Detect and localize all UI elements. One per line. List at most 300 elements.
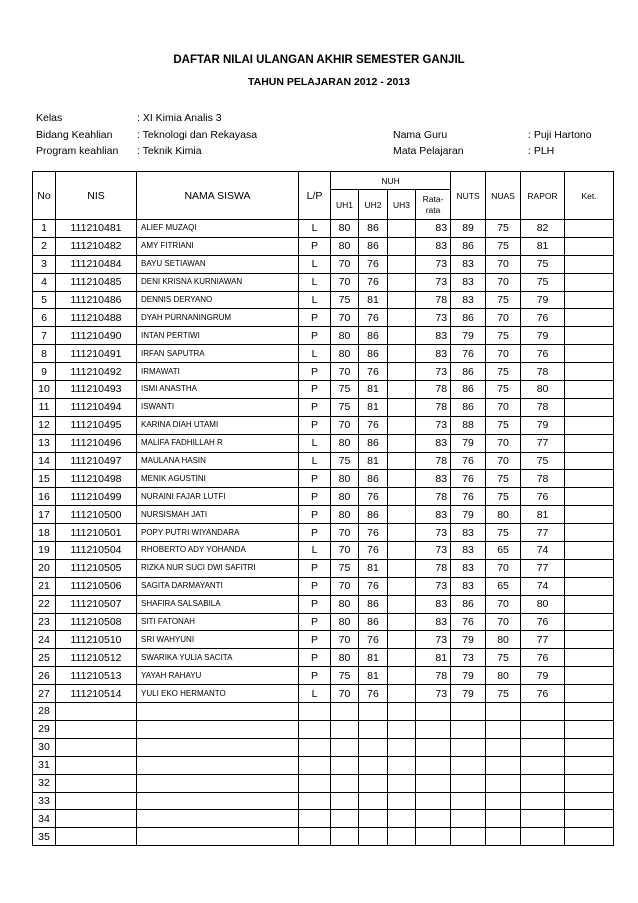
cell-nama: BAYU SETIAWAN <box>137 255 299 273</box>
cell-rapor <box>521 738 565 756</box>
cell-nama <box>137 703 299 721</box>
table-row <box>33 470 614 488</box>
cell-no: 35 <box>33 828 56 846</box>
program-value: : Teknik Kimia <box>137 145 202 157</box>
cell-uh3 <box>388 398 416 416</box>
cell-ket <box>565 649 614 667</box>
cell-lp: P <box>299 381 331 399</box>
cell-uh1: 75 <box>331 291 359 309</box>
guru-value: : Puji Hartono <box>528 129 592 141</box>
cell-rata: 83 <box>416 220 451 238</box>
cell-uh3 <box>388 542 416 560</box>
cell-no: 24 <box>33 631 56 649</box>
cell-rata: 83 <box>416 595 451 613</box>
cell-uh1: 80 <box>331 613 359 631</box>
cell-rata: 73 <box>416 273 451 291</box>
cell-rapor: 77 <box>521 434 565 452</box>
cell-rapor: 77 <box>521 559 565 577</box>
table-row <box>33 559 614 577</box>
cell-rapor: 77 <box>521 524 565 542</box>
cell-nuas: 75 <box>486 416 521 434</box>
cell-uh1: 70 <box>331 685 359 703</box>
cell-uh1: 70 <box>331 542 359 560</box>
cell-uh1: 75 <box>331 667 359 685</box>
cell-nuts <box>451 720 486 738</box>
cell-rata: 78 <box>416 488 451 506</box>
cell-no: 23 <box>33 613 56 631</box>
header-nuas: NUAS <box>486 172 521 220</box>
cell-nuas: 75 <box>486 524 521 542</box>
cell-no: 31 <box>33 756 56 774</box>
cell-nuas: 75 <box>486 488 521 506</box>
cell-nuas: 75 <box>486 470 521 488</box>
cell-nuts: 79 <box>451 327 486 345</box>
cell-rata: 83 <box>416 613 451 631</box>
cell-no: 18 <box>33 524 56 542</box>
cell-uh2: 81 <box>359 398 388 416</box>
cell-rata <box>416 703 451 721</box>
document-title: DAFTAR NILAI ULANGAN AKHIR SEMESTER GANJIL <box>173 54 465 66</box>
cell-nuas <box>486 720 521 738</box>
program-label: Program keahlian <box>36 145 119 157</box>
cell-no: 9 <box>33 363 56 381</box>
cell-rapor: 80 <box>521 381 565 399</box>
cell-no: 19 <box>33 542 56 560</box>
cell-nama: IRFAN SAPUTRA <box>137 345 299 363</box>
cell-nuts: 86 <box>451 595 486 613</box>
cell-uh3 <box>388 774 416 792</box>
cell-lp: L <box>299 345 331 363</box>
cell-lp <box>299 792 331 810</box>
cell-nis: 111210485 <box>56 273 137 291</box>
cell-nuas: 70 <box>486 255 521 273</box>
cell-nama: KARINA DIAH UTAMI <box>137 416 299 434</box>
cell-nis: 111210484 <box>56 255 137 273</box>
cell-uh1 <box>331 703 359 721</box>
cell-uh3 <box>388 470 416 488</box>
grades-table <box>32 171 614 846</box>
table-row <box>33 667 614 685</box>
cell-ket <box>565 685 614 703</box>
table-row <box>33 381 614 399</box>
cell-lp <box>299 720 331 738</box>
cell-nis: 111210514 <box>56 685 137 703</box>
cell-nis: 111210504 <box>56 542 137 560</box>
cell-nis: 111210498 <box>56 470 137 488</box>
cell-nis: 111210499 <box>56 488 137 506</box>
cell-ket <box>565 595 614 613</box>
cell-ket <box>565 381 614 399</box>
cell-nama: SWARIKA YULIA SACITA <box>137 649 299 667</box>
cell-uh2 <box>359 756 388 774</box>
cell-nis: 111210490 <box>56 327 137 345</box>
cell-uh3 <box>388 577 416 595</box>
cell-uh3 <box>388 416 416 434</box>
table-row <box>33 488 614 506</box>
cell-rata: 83 <box>416 327 451 345</box>
cell-nuts <box>451 774 486 792</box>
cell-nuas: 80 <box>486 506 521 524</box>
cell-lp <box>299 810 331 828</box>
cell-uh2: 81 <box>359 667 388 685</box>
cell-uh1: 80 <box>331 345 359 363</box>
cell-ket <box>565 452 614 470</box>
cell-nama: YULI EKO HERMANTO <box>137 685 299 703</box>
table-row <box>33 255 614 273</box>
cell-rapor <box>521 810 565 828</box>
cell-nama <box>137 774 299 792</box>
cell-lp: P <box>299 470 331 488</box>
cell-rata: 78 <box>416 559 451 577</box>
cell-no: 12 <box>33 416 56 434</box>
table-row <box>33 327 614 345</box>
header-nuh: NUH <box>331 172 451 190</box>
cell-nuas: 70 <box>486 398 521 416</box>
cell-nis: 111210500 <box>56 506 137 524</box>
cell-nama: DENI KRISNA KURNIAWAN <box>137 273 299 291</box>
cell-no: 22 <box>33 595 56 613</box>
cell-nama <box>137 756 299 774</box>
cell-no: 27 <box>33 685 56 703</box>
cell-uh3 <box>388 738 416 756</box>
cell-nama: SITI FATONAH <box>137 613 299 631</box>
cell-rata <box>416 720 451 738</box>
cell-rata: 73 <box>416 416 451 434</box>
cell-no: 13 <box>33 434 56 452</box>
cell-ket <box>565 542 614 560</box>
cell-nis: 111210482 <box>56 237 137 255</box>
cell-rapor <box>521 828 565 846</box>
cell-nuts: 83 <box>451 273 486 291</box>
cell-ket <box>565 398 614 416</box>
cell-nuas: 70 <box>486 309 521 327</box>
cell-nama: MALIFA FADHILLAH R <box>137 434 299 452</box>
table-row <box>33 309 614 327</box>
cell-nama <box>137 792 299 810</box>
header-uh3: UH3 <box>388 190 416 220</box>
cell-uh3 <box>388 309 416 327</box>
header-ket: Ket. <box>565 172 614 220</box>
cell-nama: SRI WAHYUNI <box>137 631 299 649</box>
cell-uh3 <box>388 363 416 381</box>
cell-uh3 <box>388 291 416 309</box>
cell-rata <box>416 738 451 756</box>
table-row <box>33 220 614 238</box>
table-row <box>33 273 614 291</box>
cell-nuts: 86 <box>451 309 486 327</box>
cell-nis: 111210501 <box>56 524 137 542</box>
cell-lp: P <box>299 398 331 416</box>
cell-nuts: 89 <box>451 220 486 238</box>
cell-uh3 <box>388 506 416 524</box>
header-nis: NIS <box>56 172 137 220</box>
cell-uh2: 81 <box>359 452 388 470</box>
bidang-label: Bidang Keahlian <box>36 129 113 141</box>
cell-rata: 73 <box>416 255 451 273</box>
table-row <box>33 506 614 524</box>
cell-nuas <box>486 738 521 756</box>
mapel-value: : PLH <box>528 145 555 157</box>
cell-rapor: 76 <box>521 613 565 631</box>
cell-nama: INTAN PERTIWI <box>137 327 299 345</box>
cell-uh1: 70 <box>331 524 359 542</box>
cell-nuas: 70 <box>486 613 521 631</box>
table-row <box>33 774 614 792</box>
table-row <box>33 434 614 452</box>
cell-lp: P <box>299 595 331 613</box>
header-uh1: UH1 <box>331 190 359 220</box>
cell-nama: RHOBERTO ADY YOHANDA <box>137 542 299 560</box>
cell-uh1 <box>331 828 359 846</box>
cell-uh1: 80 <box>331 506 359 524</box>
cell-lp: L <box>299 291 331 309</box>
cell-nis <box>56 703 137 721</box>
cell-ket <box>565 434 614 452</box>
cell-ket <box>565 345 614 363</box>
cell-uh2: 86 <box>359 595 388 613</box>
cell-rata <box>416 774 451 792</box>
cell-rata <box>416 810 451 828</box>
cell-nama: AMY FITRIANI <box>137 237 299 255</box>
cell-lp: P <box>299 667 331 685</box>
table-row <box>33 810 614 828</box>
cell-no: 14 <box>33 452 56 470</box>
cell-nuas: 75 <box>486 237 521 255</box>
cell-rapor: 79 <box>521 291 565 309</box>
cell-no: 5 <box>33 291 56 309</box>
cell-uh1: 80 <box>331 595 359 613</box>
cell-uh3 <box>388 613 416 631</box>
table-row <box>33 524 614 542</box>
cell-uh1: 80 <box>331 237 359 255</box>
table-row <box>33 738 614 756</box>
cell-uh1: 75 <box>331 452 359 470</box>
table-row <box>33 685 614 703</box>
cell-uh2: 76 <box>359 416 388 434</box>
cell-rapor: 76 <box>521 685 565 703</box>
cell-nis <box>56 720 137 738</box>
cell-nis <box>56 810 137 828</box>
table-row <box>33 363 614 381</box>
cell-uh3 <box>388 488 416 506</box>
cell-nis: 111210496 <box>56 434 137 452</box>
cell-uh2: 86 <box>359 220 388 238</box>
cell-rapor: 78 <box>521 398 565 416</box>
cell-nuas: 65 <box>486 577 521 595</box>
cell-rata: 81 <box>416 649 451 667</box>
cell-uh3 <box>388 631 416 649</box>
cell-uh1: 80 <box>331 434 359 452</box>
cell-uh2: 86 <box>359 506 388 524</box>
kelas-value: : XI Kimia Analis 3 <box>137 112 222 124</box>
cell-ket <box>565 309 614 327</box>
cell-nis: 111210512 <box>56 649 137 667</box>
cell-lp: P <box>299 309 331 327</box>
cell-nis: 111210505 <box>56 559 137 577</box>
cell-lp: L <box>299 220 331 238</box>
cell-uh3 <box>388 327 416 345</box>
table-row <box>33 452 614 470</box>
cell-lp: P <box>299 488 331 506</box>
cell-ket <box>565 416 614 434</box>
cell-uh3 <box>388 434 416 452</box>
cell-uh1 <box>331 738 359 756</box>
cell-ket <box>565 613 614 631</box>
cell-uh3 <box>388 828 416 846</box>
cell-nuts: 86 <box>451 398 486 416</box>
cell-ket <box>565 220 614 238</box>
cell-uh1 <box>331 720 359 738</box>
cell-uh1 <box>331 792 359 810</box>
cell-nama: NURSISMAH JATI <box>137 506 299 524</box>
cell-nuts <box>451 756 486 774</box>
cell-no: 30 <box>33 738 56 756</box>
cell-uh2: 86 <box>359 470 388 488</box>
cell-rapor: 74 <box>521 542 565 560</box>
cell-nuts: 79 <box>451 506 486 524</box>
cell-nuas <box>486 828 521 846</box>
cell-uh2: 76 <box>359 255 388 273</box>
cell-lp: L <box>299 434 331 452</box>
cell-nuts: 76 <box>451 452 486 470</box>
cell-uh1 <box>331 756 359 774</box>
cell-nis <box>56 738 137 756</box>
cell-rapor: 76 <box>521 488 565 506</box>
cell-uh1: 75 <box>331 398 359 416</box>
cell-uh2: 76 <box>359 577 388 595</box>
table-row <box>33 828 614 846</box>
cell-nuts: 79 <box>451 685 486 703</box>
cell-no: 15 <box>33 470 56 488</box>
cell-rata: 83 <box>416 470 451 488</box>
cell-nuas: 70 <box>486 452 521 470</box>
cell-uh2 <box>359 792 388 810</box>
cell-rata: 78 <box>416 291 451 309</box>
cell-uh2: 81 <box>359 291 388 309</box>
table-row <box>33 577 614 595</box>
header-rata: Rata-rata <box>416 190 451 220</box>
table-row <box>33 291 614 309</box>
cell-nuts: 88 <box>451 416 486 434</box>
cell-uh3 <box>388 792 416 810</box>
cell-uh2 <box>359 810 388 828</box>
cell-rapor: 77 <box>521 631 565 649</box>
cell-nama: DYAH PURNANINGRUM <box>137 309 299 327</box>
cell-rapor: 79 <box>521 327 565 345</box>
cell-no: 8 <box>33 345 56 363</box>
cell-nuas: 70 <box>486 345 521 363</box>
cell-ket <box>565 559 614 577</box>
table-row <box>33 595 614 613</box>
cell-ket <box>565 488 614 506</box>
cell-rapor: 75 <box>521 255 565 273</box>
cell-no: 17 <box>33 506 56 524</box>
table-row <box>33 703 614 721</box>
cell-rata: 83 <box>416 345 451 363</box>
cell-nuas: 65 <box>486 542 521 560</box>
cell-uh3 <box>388 255 416 273</box>
cell-rapor <box>521 792 565 810</box>
cell-uh2: 76 <box>359 631 388 649</box>
cell-lp: P <box>299 559 331 577</box>
cell-uh1: 70 <box>331 416 359 434</box>
cell-ket <box>565 237 614 255</box>
cell-rata: 73 <box>416 577 451 595</box>
cell-uh2: 76 <box>359 488 388 506</box>
cell-nuas: 75 <box>486 220 521 238</box>
cell-nuas: 70 <box>486 559 521 577</box>
cell-uh3 <box>388 273 416 291</box>
cell-nuts <box>451 738 486 756</box>
cell-uh3 <box>388 452 416 470</box>
cell-ket <box>565 470 614 488</box>
cell-nis: 111210494 <box>56 398 137 416</box>
cell-lp: L <box>299 273 331 291</box>
cell-nama: YAYAH RAHAYU <box>137 667 299 685</box>
cell-nuts <box>451 810 486 828</box>
cell-nuts: 76 <box>451 470 486 488</box>
cell-uh2: 76 <box>359 524 388 542</box>
cell-nis: 111210510 <box>56 631 137 649</box>
cell-nuts: 79 <box>451 631 486 649</box>
cell-nuas: 70 <box>486 595 521 613</box>
cell-nama <box>137 810 299 828</box>
cell-rapor <box>521 756 565 774</box>
cell-lp: L <box>299 685 331 703</box>
cell-no: 29 <box>33 720 56 738</box>
cell-uh2: 76 <box>359 542 388 560</box>
cell-lp: P <box>299 631 331 649</box>
cell-nuts: 79 <box>451 667 486 685</box>
cell-nama: SHAFIRA SALSABILA <box>137 595 299 613</box>
cell-ket <box>565 720 614 738</box>
cell-nama: POPY PUTRI WIYANDARA <box>137 524 299 542</box>
cell-nis: 111210508 <box>56 613 137 631</box>
cell-rata: 73 <box>416 685 451 703</box>
cell-nuts: 83 <box>451 542 486 560</box>
cell-nuas <box>486 810 521 828</box>
guru-label: Nama Guru <box>393 129 448 141</box>
cell-uh2: 76 <box>359 685 388 703</box>
cell-uh3 <box>388 649 416 667</box>
cell-lp: P <box>299 327 331 345</box>
cell-no: 1 <box>33 220 56 238</box>
cell-ket <box>565 363 614 381</box>
cell-uh2: 81 <box>359 649 388 667</box>
cell-nuts: 86 <box>451 237 486 255</box>
cell-no: 4 <box>33 273 56 291</box>
cell-nis: 111210481 <box>56 220 137 238</box>
cell-uh2: 86 <box>359 237 388 255</box>
cell-uh2: 86 <box>359 613 388 631</box>
cell-lp: P <box>299 649 331 667</box>
table-row <box>33 792 614 810</box>
cell-nuas: 75 <box>486 363 521 381</box>
cell-nuts <box>451 792 486 810</box>
cell-nama: IRMAWATI <box>137 363 299 381</box>
cell-uh1: 70 <box>331 363 359 381</box>
cell-rata: 73 <box>416 542 451 560</box>
cell-nis: 111210507 <box>56 595 137 613</box>
cell-nuts: 86 <box>451 363 486 381</box>
cell-nama <box>137 828 299 846</box>
cell-uh2: 76 <box>359 363 388 381</box>
cell-lp: P <box>299 237 331 255</box>
table-row <box>33 756 614 774</box>
cell-uh2: 86 <box>359 327 388 345</box>
cell-no: 32 <box>33 774 56 792</box>
cell-nuas: 80 <box>486 631 521 649</box>
